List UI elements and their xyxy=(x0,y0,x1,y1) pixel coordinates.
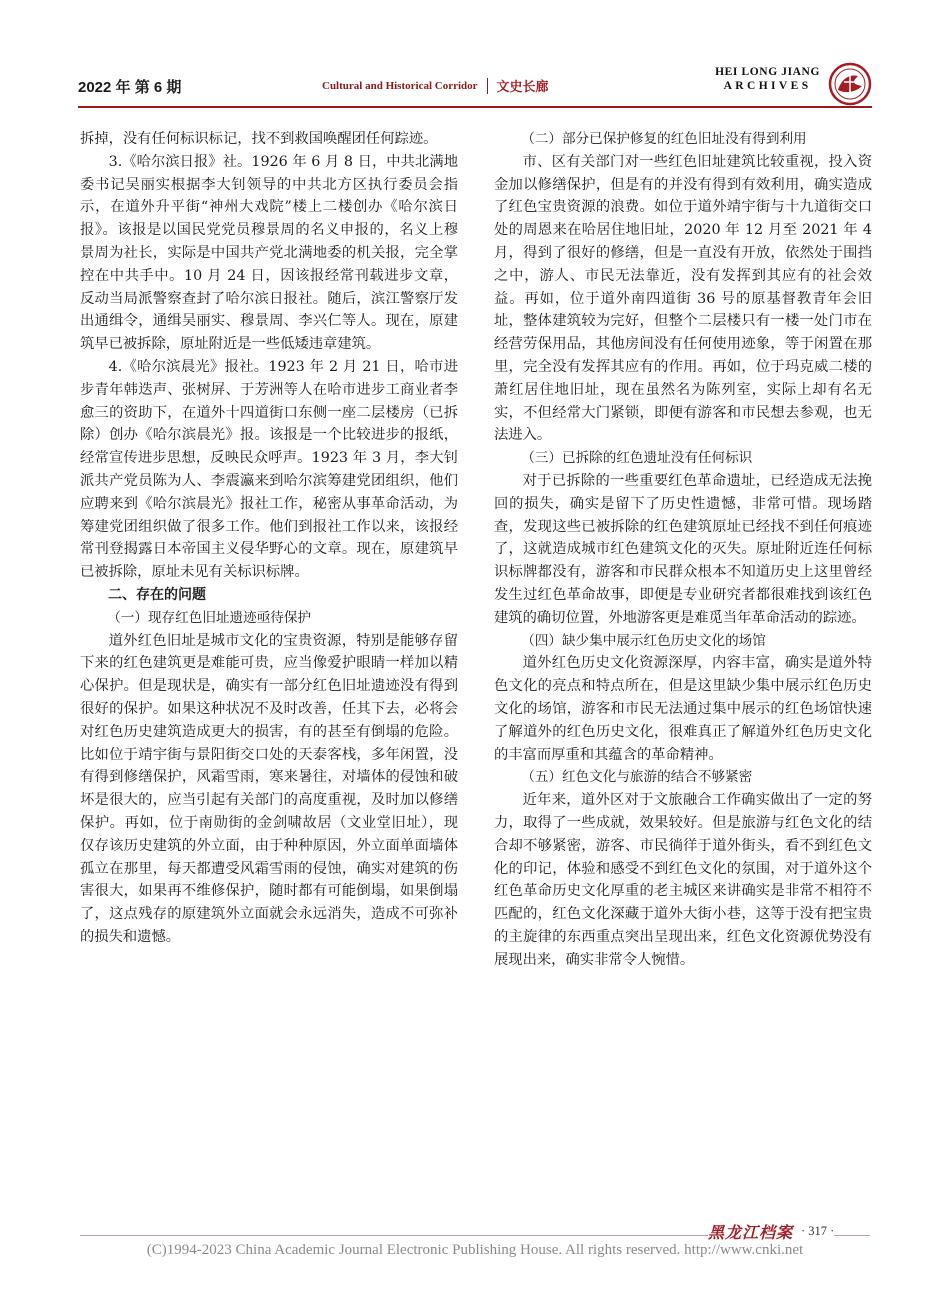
subsection-heading: （二）部分已保护修复的红色旧址没有得到利用 xyxy=(521,131,807,147)
journal-name-line2: ARCHIVES xyxy=(723,80,812,92)
journal-name-line1: HEI LONG JIANG xyxy=(715,66,820,78)
right-column xyxy=(494,128,872,971)
paragraph: 近年来，道外区对于文旅融合工作确实做出了一定的努力，取得了一些成就，效果较好。但是旅游与红色文化的结合却不够紧密，游客、市民徜徉于道外街头，看不到红色文化的印记，体验和感受不到红色文化的氛围，对于道外这个红色革命历史文化厚重的老主城区来讲确实是非常不相符不匹配的，红色文化深藏于道外大街小巷，这等于没有把宝贵的主旋律的东西重点突出呈现出来，红色文化资源优势没有展现出来，确实非常令人惋惜。 xyxy=(494,792,872,968)
section-title xyxy=(322,76,549,95)
subsection-heading: （三）已拆除的红色遗址没有任何标识 xyxy=(521,450,753,467)
page-header xyxy=(78,62,872,110)
subsection-heading: （一）现存红色旧址遗迹亟待保护 xyxy=(107,609,312,626)
paragraph: 3.《哈尔滨日报》社。1926 年 6 月 8 日，中共北满地委书记吴丽实根据李大钊领导的中共北方区执行委员会指示，在道外升平街“神州大戏院”楼上二楼创办《哈尔滨日报》。该报是以国民党党员穆景周的名义申报的，名义上穆景周为社长，实际是中国共产党北满地委的机关报，完全掌控在中共手中。10 月 24 日，因该报经常刊载进步文章，反动当局派警察查封了哈尔滨日报社。随后，滨江警察厅发出通缉令，通缉吴丽实、穆景周、李兴仁等人。现在，原建筑早已被拆除，原址附近是一些低矮违章建筑。 xyxy=(80,153,458,353)
journal-calligraphy-logo: 黑龙江档案 xyxy=(708,1220,797,1243)
paragraph: 道外红色历史文化资源深厚，内容丰富，确实是道外特色文化的亮点和特点所在，但是这里缺少集中展示红色历史文化的场馆，游客和市民无法通过集中展示的红色场馆快速了解道外的红色历史文化，很难真正了解道外红色历史文化的丰富而厚重和其蕴含的革命精神。 xyxy=(494,655,872,763)
page-number: · 317 · xyxy=(797,1224,834,1239)
paragraph: 道外红色旧址是城市文化的宝贵资源，特别是能够存留下来的红色建筑更是难能可贵，应当像爱护眼睛一样加以精心保护。但是现状是，确实有一部分红色旧址遗迹没有得到很好的保护。如果这种状况不及时改善，任其下去，必将会对红色历史建筑造成更大的损害，有的甚至有倒塌的危险。比如位于靖宇街与景阳街交口处的天泰客栈，多年闲置，没有得到修缮保护，风霜雪雨，寒来暑往，对墙体的侵蚀和破坏是很大的，应当引起有关部门的高度重视，及时加以修缮保护。再如，位于南勋街的金剑啸故居（文业堂旧址），现仅存该历史建筑的外立面，由于种种原因，外立面单面墙体孤立在那里，每天都遭受风霜雪雨的侵蚀，确实对建筑的伤害很大，如果再不维修保护，随时都有可能倒塌，如果倒塌了，这点残存的原建筑外立面就会永远消失，造成不可弥补的损失和遗憾。 xyxy=(80,632,458,945)
section-title-cn: 文史长廊 xyxy=(496,80,549,95)
footer-brand xyxy=(708,1220,834,1243)
left-column xyxy=(80,128,458,949)
section-heading: 二、存在的问题 xyxy=(108,586,206,603)
journal-name xyxy=(715,66,820,92)
subsection-heading: （四）缺少集中展示红色历史文化的场馆 xyxy=(521,632,766,649)
header-rule xyxy=(78,106,872,108)
issue-label: 2022 年 第 6 期 xyxy=(78,79,182,96)
section-divider xyxy=(487,78,488,94)
subsection-heading: （五）红色文化与旅游的结合不够紧密 xyxy=(521,769,753,786)
paragraph: 市、区有关部门对一些红色旧址建筑比较重视，投入资金加以修缮保护，但是有的并没有得到有效利用，确实造成了红色宝贵资源的浪费。如位于道外靖宇街与十九道街交口处的周恩来在哈居住地旧址，2020 年 12 月至 2021 年 4 月，得到了很好的修缮，但是一直没有开放，依然处于围挡之中，游人、市民无法靠近，没有发挥到其应有的社会效益。再如，位于道外南四道街 36 号的原基督教青年会旧址，整体建筑较为完好，但整个二层楼只有一楼一处门市在经营劳保用品，其他房间没有任何使用迹象，等于闲置在那里，完全没有发挥其应有的作用。再如，位于玛克威二楼的萧红居住地旧址，现在虽然名为陈列室，实际上却有名无实，不但经常大门紧锁，即便有游客和市民想去参观，也无法进入。 xyxy=(494,153,872,444)
paragraph: 拆掉，没有任何标识标记，找不到救国唤醒团任何踪迹。 xyxy=(80,131,438,147)
archives-seal-icon xyxy=(828,62,872,106)
section-title-en: Cultural and Historical Corridor xyxy=(322,79,478,92)
paragraph: 对于已拆除的一些重要红色革命遗址，已经造成无法挽回的损失，确实是留下了历史性遗憾，非常可惜。现场踏查，发现这些已被拆除的红色建筑原址已经找不到任何痕迹了，这就造成城市红色建筑文化的灭失。原址附近连任何标识标牌都没有，游客和市民群众根本不知道历史上这里曾经发生过红色革命故事，即便是专业研究者都很难找到该红色建筑的确切位置，外地游客更是难觅当年革命活动的踪迹。 xyxy=(494,472,872,626)
copyright-notice: (C)1994-2023 China Academic Journal Electronic Publishing House. All rights reserved. http://www.cnki.net xyxy=(146,1242,804,1258)
paragraph: 4.《哈尔滨晨光》报社。1923 年 2 月 21 日，哈市进步青年韩迭声、张树屏、于芳洲等人在哈市进步工商业者李愈三的资助下，在道外十四道街口东侧一座二层楼房（已拆除）创办《哈尔滨晨光》报。该报是一个比较进步的报纸，经常宣传进步思想，反映民众呼声。1923 年 3 月，李大钊派共产党员陈为人、李震瀛来到哈尔滨筹建党团组织，他们应聘来到《哈尔滨晨光》报社工作，秘密从事革命活动，为筹建党团组织做了很多工作。他们到报社工作以来，该报经常刊登揭露日本帝国主义侵华野心的文章。现在，原建筑早已被拆除，原址未见有关标识标牌。 xyxy=(80,358,458,581)
